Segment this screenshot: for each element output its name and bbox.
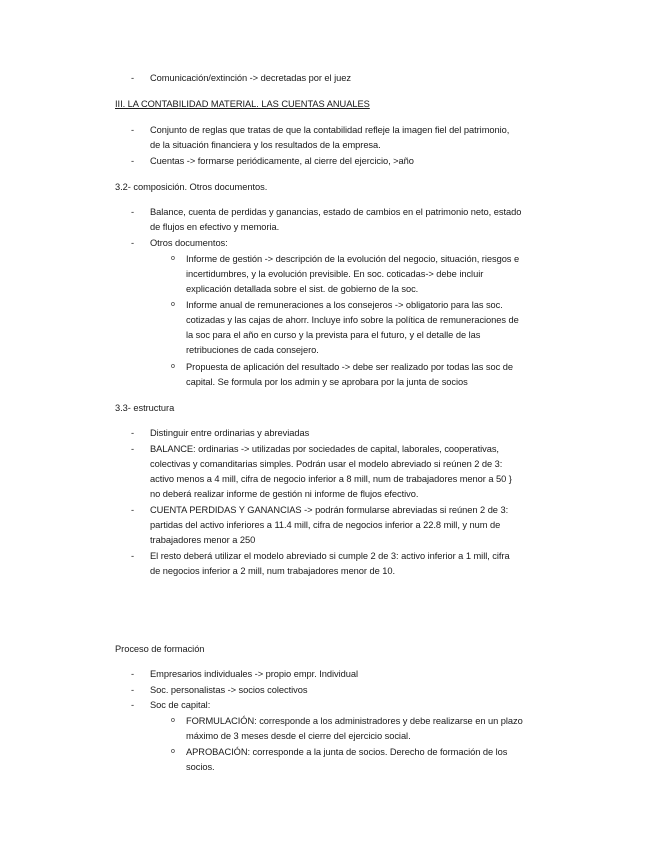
bullet-dash: -: [131, 156, 135, 166]
bullet-circle: o: [171, 255, 175, 262]
paragraph-line: Conjunto de reglas que tratas de que la contabilidad refleje la imagen fiel del patrimonio,: [150, 125, 510, 135]
bullet-dash: -: [131, 238, 135, 248]
paragraph-line: Empresarios individuales -> propio empr. Individual: [150, 669, 359, 679]
paragraph-line: máximo de 3 meses desde el cierre del ejercicio social.: [186, 731, 411, 741]
paragraph-line: retribuciones de cada consejero.: [186, 345, 319, 355]
bullet-dash: -: [131, 125, 135, 135]
paragraph-line: de negocios inferior a 2 mill, num trabajadores menor de 10.: [150, 566, 396, 576]
paragraph-line: socios.: [186, 762, 215, 772]
paragraph-line: Informe anual de remuneraciones a los consejeros -> obligatorio para las soc.: [186, 300, 503, 310]
bullet-dash: -: [131, 685, 135, 695]
section-heading-composicion: 3.2- composición. Otros documentos.: [115, 182, 268, 192]
bullet-dash: -: [131, 551, 135, 561]
bullet-circle: o: [171, 363, 175, 370]
paragraph-line: BALANCE: ordinarias -> utilizadas por sociedades de capital, laborales, cooperativas,: [150, 444, 499, 454]
paragraph-line: colectivas y comanditarias simples. Podrán usar el modelo abreviado si reúnen 2 de 3:: [150, 459, 503, 469]
paragraph-line: cotizadas y las cajas de ahorr. Incluye info sobre la política de remuneraciones de: [186, 315, 519, 325]
paragraph-line: trabajadores menor a 250: [150, 535, 256, 545]
paragraph-line: activo menos a 4 mill, cifra de negocio inferior a 8 mill, num de trabajadores menor a 50 }: [150, 474, 512, 484]
section-heading-estructura: 3.3- estructura: [115, 403, 175, 413]
bullet-dash: -: [131, 444, 135, 454]
bullet-dash: -: [131, 428, 135, 438]
paragraph-line: explicación detallada sobre el sist. de gobierno de la soc.: [186, 284, 419, 294]
paragraph-line: El resto deberá utilizar el modelo abreviado si cumple 2 de 3: activo inferior a 1 mill, cifra: [150, 551, 510, 561]
paragraph-line: Otros documentos:: [150, 238, 228, 248]
paragraph-line: Informe de gestión -> descripción de la evolución del negocio, situación, riesgos e: [186, 254, 520, 264]
bullet-circle: o: [171, 301, 175, 308]
bullet-dash: -: [131, 505, 135, 515]
paragraph-line: de la situación financiera y los resultados de la empresa.: [150, 140, 381, 150]
bullet-circle: o: [171, 748, 175, 755]
paragraph-line: CUENTA PERDIDAS Y GANANCIAS -> podrán formularse abreviadas si reúnen 2 de 3:: [150, 505, 509, 515]
bullet-circle: o: [171, 717, 175, 724]
paragraph-line: no deberá realizar informe de gestión ni informe de flujos efectivo.: [150, 489, 419, 499]
paragraph-line: capital. Se formula por los admin y se aprobara por la junta de socios: [186, 377, 468, 387]
paragraph-line: FORMULACIÓN: corresponde a los administradores y debe realizarse en un plazo: [186, 716, 523, 726]
paragraph-line: Distinguir entre ordinarias y abreviadas: [150, 428, 310, 438]
paragraph-line: Balance, cuenta de perdidas y ganancias, estado de cambios en el patrimonio neto, estado: [150, 207, 522, 217]
paragraph-line: Propuesta de aplicación del resultado -> debe ser realizado por todas las soc de: [186, 362, 514, 372]
paragraph-line: Soc de capital:: [150, 700, 211, 710]
paragraph-line: de flujos en efectivo y memoria.: [150, 222, 280, 232]
bullet-dash: -: [131, 207, 135, 217]
paragraph-line: la soc para el año en curso y la prevista para el futuro, y el detalle de las: [186, 330, 481, 340]
intro-line: Comunicación/extinción -> decretadas por el juez: [150, 73, 351, 83]
paragraph-line: incertidumbres, y la evolución previsible. En soc. coticadas-> debe incluir: [186, 269, 484, 279]
section-heading-cuentas-anuales: III. LA CONTABILIDAD MATERIAL. LAS CUENTAS ANUALES: [115, 99, 370, 109]
paragraph-line: partidas del activo inferiores a 11.4 mill, cifra de negocios inferior a 22.8 mill, y num de: [150, 520, 501, 530]
paragraph-line: Soc. personalistas -> socios colectivos: [150, 685, 308, 695]
bullet-dash: -: [131, 700, 135, 710]
bullet-dash: -: [131, 669, 135, 679]
bullet-dash: -: [131, 73, 135, 83]
paragraph-line: APROBACIÓN: corresponde a la junta de socios. Derecho de formación de los: [186, 747, 508, 757]
paragraph-line: Cuentas -> formarse periódicamente, al cierre del ejercicio, >año: [150, 156, 414, 166]
section-heading-proceso-formacion: Proceso de formación: [115, 644, 205, 654]
